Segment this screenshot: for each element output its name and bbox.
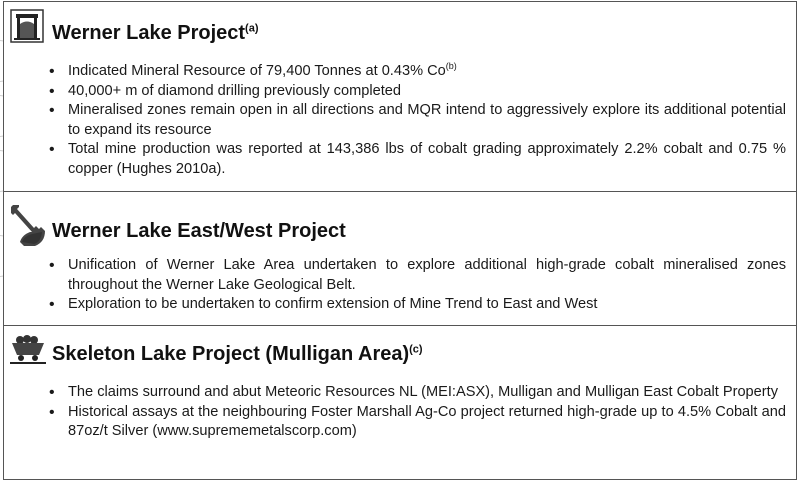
- section-werner-lake: [3, 1, 797, 192]
- list-item: • Mineralised zones remain open in all directions and MQR intend to aggressively explore its additional potential to expand its resource: [68, 101, 786, 140]
- list-item: • Exploration to be undertaken to confirm extension of Mine Trend to East and West: [68, 295, 786, 315]
- bullet-list: [48, 256, 786, 315]
- bullet-list: [48, 62, 786, 179]
- section-skeleton-lake: [3, 325, 797, 480]
- list-item: • Indicated Mineral Resource of 79,400 Tonnes at 0.43% Co$^{(b)}$: [68, 62, 786, 82]
- section-title: Werner Lake Project$^{(a)}$: [52, 22, 259, 44]
- list-item: • Total mine production was reported at 143,386 lbs of cobalt grading approximately 2.2% cobalt and 0.75 % copper (Hughes 2010a).: [68, 140, 786, 179]
- mine-entrance-icon: [10, 9, 44, 43]
- section-title: Skeleton Lake Project (Mulligan Area)$^{(c)}$: [52, 343, 423, 365]
- section-title: Werner Lake East/West Project: [52, 220, 346, 242]
- bullet-list: [48, 383, 786, 442]
- list-item: • The claims surround and abut Meteoric Resources NL (MEI:ASX), Mulligan and Mulligan East Cobalt Property: [68, 383, 786, 403]
- list-item: • 40,000+ m of diamond drilling previously completed: [68, 82, 786, 102]
- shovel-icon: [10, 202, 46, 252]
- list-item: • Unification of Werner Lake Area undertaken to explore additional high-grade cobalt mineralised zones throughout the Werner Lake Geological Belt.: [68, 256, 786, 295]
- mine-cart-icon: [10, 334, 46, 364]
- list-item: • Historical assays at the neighbouring Foster Marshall Ag-Co project returned high-grade up to 4.5% Cobalt and 87oz/t Silver (www.suprememetalscorp.com): [68, 403, 786, 442]
- section-werner-lake-east-west: [3, 191, 797, 326]
